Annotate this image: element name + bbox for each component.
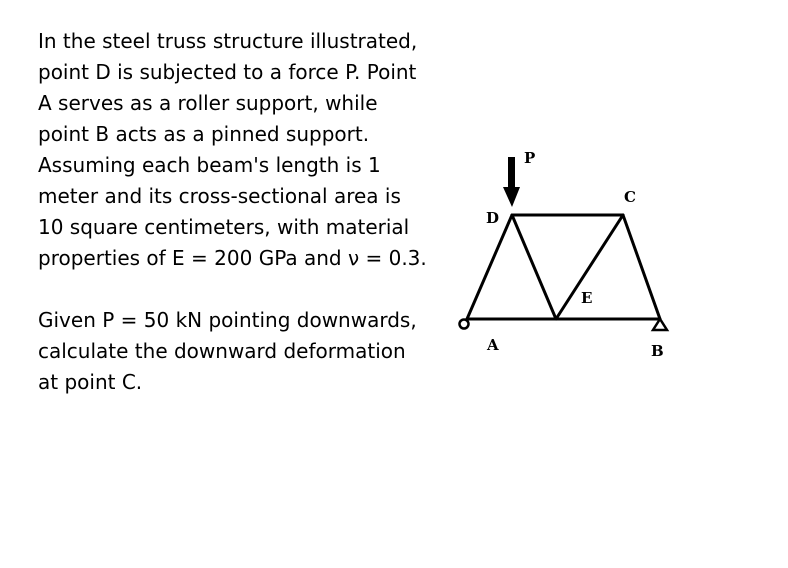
label-E: E (581, 289, 593, 307)
label-D: D (486, 209, 500, 227)
label-B: B (651, 342, 664, 360)
problem-statement (38, 26, 428, 398)
truss-diagram (440, 140, 680, 370)
member-CB (623, 215, 660, 319)
pinned-support-B (653, 319, 667, 330)
truss-members (467, 215, 660, 319)
member-DE (512, 215, 556, 319)
problem-paragraph-1: In the steel truss structure illustrated, point D is subjected to a force P. Point A serves as a roller support, while point B acts as a pinned support. Assuming each beam's length is 1 meter and its cross-sectional area is 10 square centimeters, with material properties of E = 200 GPa and ν = 0.3. (38, 29, 427, 270)
load-arrow-P (503, 157, 520, 207)
label-C: C (624, 188, 636, 206)
problem-paragraph-2: Given P = 50 kN pointing downwards, calculate the downward deformation at point C. (38, 308, 417, 394)
member-AD (467, 215, 512, 319)
roller-support-A (460, 320, 469, 329)
label-A: A (487, 336, 499, 354)
label-P: P (524, 149, 536, 167)
